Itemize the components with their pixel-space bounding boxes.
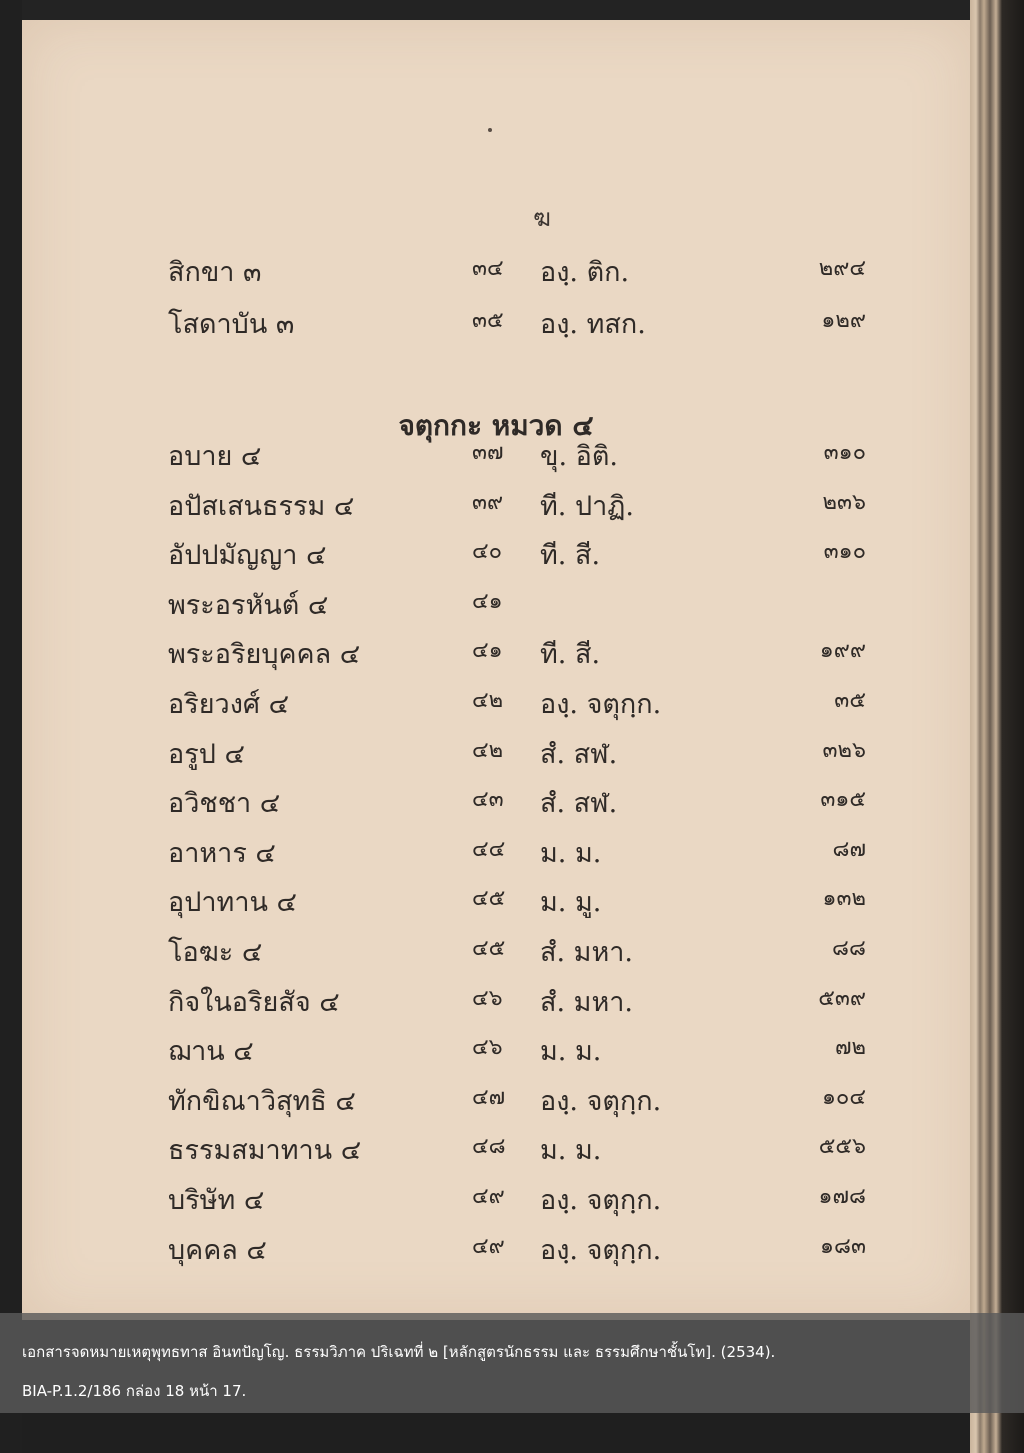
index-term: โอฆะ ๔ (168, 937, 263, 968)
index-row (22, 1178, 970, 1218)
scripture-reference: องฺ. ติก. (540, 257, 630, 288)
index-term: อัปปมัญญา ๔ (168, 540, 327, 572)
scripture-reference: องฺ. จตุกฺก. (540, 1234, 662, 1266)
source-page-number: ๑๐๔ (821, 1084, 866, 1110)
index-row (22, 831, 970, 871)
scripture-reference: ที. ปาฏิ. (540, 490, 634, 522)
index-term: อรูป ๔ (168, 738, 245, 770)
scripture-reference: ม. ม. (540, 1135, 602, 1167)
scripture-reference: ที. สี. (540, 540, 601, 572)
source-page-number: ๓๒๖ (822, 737, 866, 763)
index-term: อปัสเสนธรรม ๔ (168, 490, 355, 522)
index-term: สิกขา ๓ (168, 257, 262, 288)
topic-number: ๔๒ (472, 688, 504, 713)
topic-number: ๔๙ (472, 1184, 505, 1209)
index-row (22, 781, 970, 821)
index-term: พระอริยบุคคล ๔ (168, 639, 361, 671)
scripture-reference: ม. มู. (540, 887, 602, 919)
topic-number: ๔๑ (472, 638, 503, 664)
topic-number: ๔๒ (472, 737, 504, 763)
index-row (22, 632, 970, 672)
topic-number: ๓๔ (472, 256, 504, 281)
index-term: บริษัท ๔ (168, 1185, 265, 1216)
page-marker: ฆ (533, 204, 551, 232)
scripture-reference: สํ. สฬ. (540, 738, 618, 770)
scripture-reference: ม. ม. (540, 837, 602, 869)
scripture-reference: สํ. มหา. (540, 986, 633, 1018)
scripture-reference: สํ. สฬ. (540, 788, 618, 820)
index-row (22, 302, 970, 342)
index-term: อาหาร ๔ (168, 837, 276, 869)
topic-number: ๔๘ (472, 1134, 506, 1160)
source-page-number: ๕๓๙ (818, 985, 866, 1011)
book-spine-gutter (970, 0, 1024, 1453)
index-row (22, 880, 970, 920)
topic-number: ๓๗ (472, 440, 504, 465)
source-page-number: ๕๕๖ (818, 1134, 866, 1160)
index-row (22, 682, 970, 722)
source-page-number: ๑๘๓ (820, 1233, 866, 1259)
topic-number: ๔๔ (472, 836, 506, 862)
index-row (22, 1079, 970, 1119)
source-page-number: ๑๗๘ (818, 1184, 866, 1209)
index-term: อวิชชา ๔ (168, 788, 281, 820)
index-term: บุคคล ๔ (168, 1234, 267, 1266)
source-page-number: ๒๙๔ (818, 256, 866, 281)
caption-line-2: BIA-P.1.2/186 กล่อง 18 หน้า 17. (22, 1382, 247, 1400)
source-page-number: ๓๑๐ (823, 440, 866, 465)
scripture-reference: องฺ. ทสก. (540, 309, 646, 340)
topic-number: ๔๓ (472, 787, 504, 813)
topic-number: ๔๗ (472, 1084, 506, 1110)
archive-caption (0, 1313, 1024, 1413)
index-term: กิจในอริยสัจ ๔ (168, 986, 340, 1018)
ink-speck (488, 128, 492, 132)
scan-border-top (0, 0, 1024, 22)
topic-number: ๔๙ (472, 1233, 505, 1259)
index-term: อบาย ๔ (168, 441, 262, 472)
topic-number: ๔๐ (472, 539, 503, 565)
index-row (22, 484, 970, 524)
scripture-reference: ที. สี. (540, 639, 601, 671)
source-page-number: ๒๓๖ (822, 489, 866, 515)
section-heading: จตุกกะ หมวด ๔ (398, 409, 594, 442)
source-page-number: ๗๒ (834, 1035, 866, 1061)
source-page-number: ๓๑๕ (820, 787, 866, 813)
index-row (22, 1228, 970, 1268)
topic-number: ๔๖ (472, 985, 503, 1011)
source-page-number: ๘๗ (832, 836, 866, 862)
scripture-reference: องฺ. จตุกฺก. (540, 689, 662, 720)
source-page-number: ๑๒๙ (821, 308, 866, 333)
source-page-number: ๑๙๙ (819, 638, 866, 664)
topic-number: ๔๖ (472, 1035, 503, 1061)
index-term: โสดาบัน ๓ (168, 309, 295, 340)
scripture-reference: สํ. มหา. (540, 937, 633, 968)
caption-line-1: เอกสารจดหมายเหตุพุทธทาส อินทปัญโญ. ธรรมวิภาค ปริเฉทที่ ๒ [หลักสูตรนักธรรม และ ธรรมศึกษาชั้นโท]. (2534). (22, 1343, 776, 1361)
index-term: พระอรหันต์ ๔ (168, 589, 329, 621)
index-term: ฌาน ๔ (168, 1036, 254, 1068)
index-term: อริยวงศ์ ๔ (168, 689, 290, 720)
index-row (22, 583, 970, 623)
index-row (22, 732, 970, 772)
index-row (22, 250, 970, 290)
topic-number: ๔๕ (472, 936, 506, 961)
scan-border-left (0, 0, 22, 1453)
book-page (22, 20, 970, 1320)
scripture-reference: องฺ. จตุกฺก. (540, 1185, 662, 1216)
index-row (22, 980, 970, 1020)
index-row (22, 1128, 970, 1168)
index-term: อุปาทาน ๔ (168, 887, 297, 919)
index-row (22, 930, 970, 970)
index-row (22, 434, 970, 474)
topic-number: ๓๕ (472, 308, 504, 333)
index-term: ธรรมสมาทาน ๔ (168, 1135, 362, 1167)
scripture-reference: ขุ. อิติ. (540, 441, 618, 472)
source-page-number: ๘๘ (832, 936, 866, 961)
source-page-number: ๑๓๒ (822, 886, 866, 912)
source-page-number: ๓๑๐ (823, 539, 866, 565)
scripture-reference: ม. ม. (540, 1036, 602, 1068)
index-row (22, 533, 970, 573)
topic-number: ๓๙ (472, 489, 504, 515)
topic-number: ๔๑ (472, 588, 503, 614)
index-row (22, 1029, 970, 1069)
scripture-reference: องฺ. จตุกฺก. (540, 1085, 662, 1117)
topic-number: ๔๕ (472, 886, 506, 912)
source-page-number: ๓๕ (834, 688, 866, 713)
index-term: ทักขิณาวิสุทธิ ๔ (168, 1085, 356, 1117)
